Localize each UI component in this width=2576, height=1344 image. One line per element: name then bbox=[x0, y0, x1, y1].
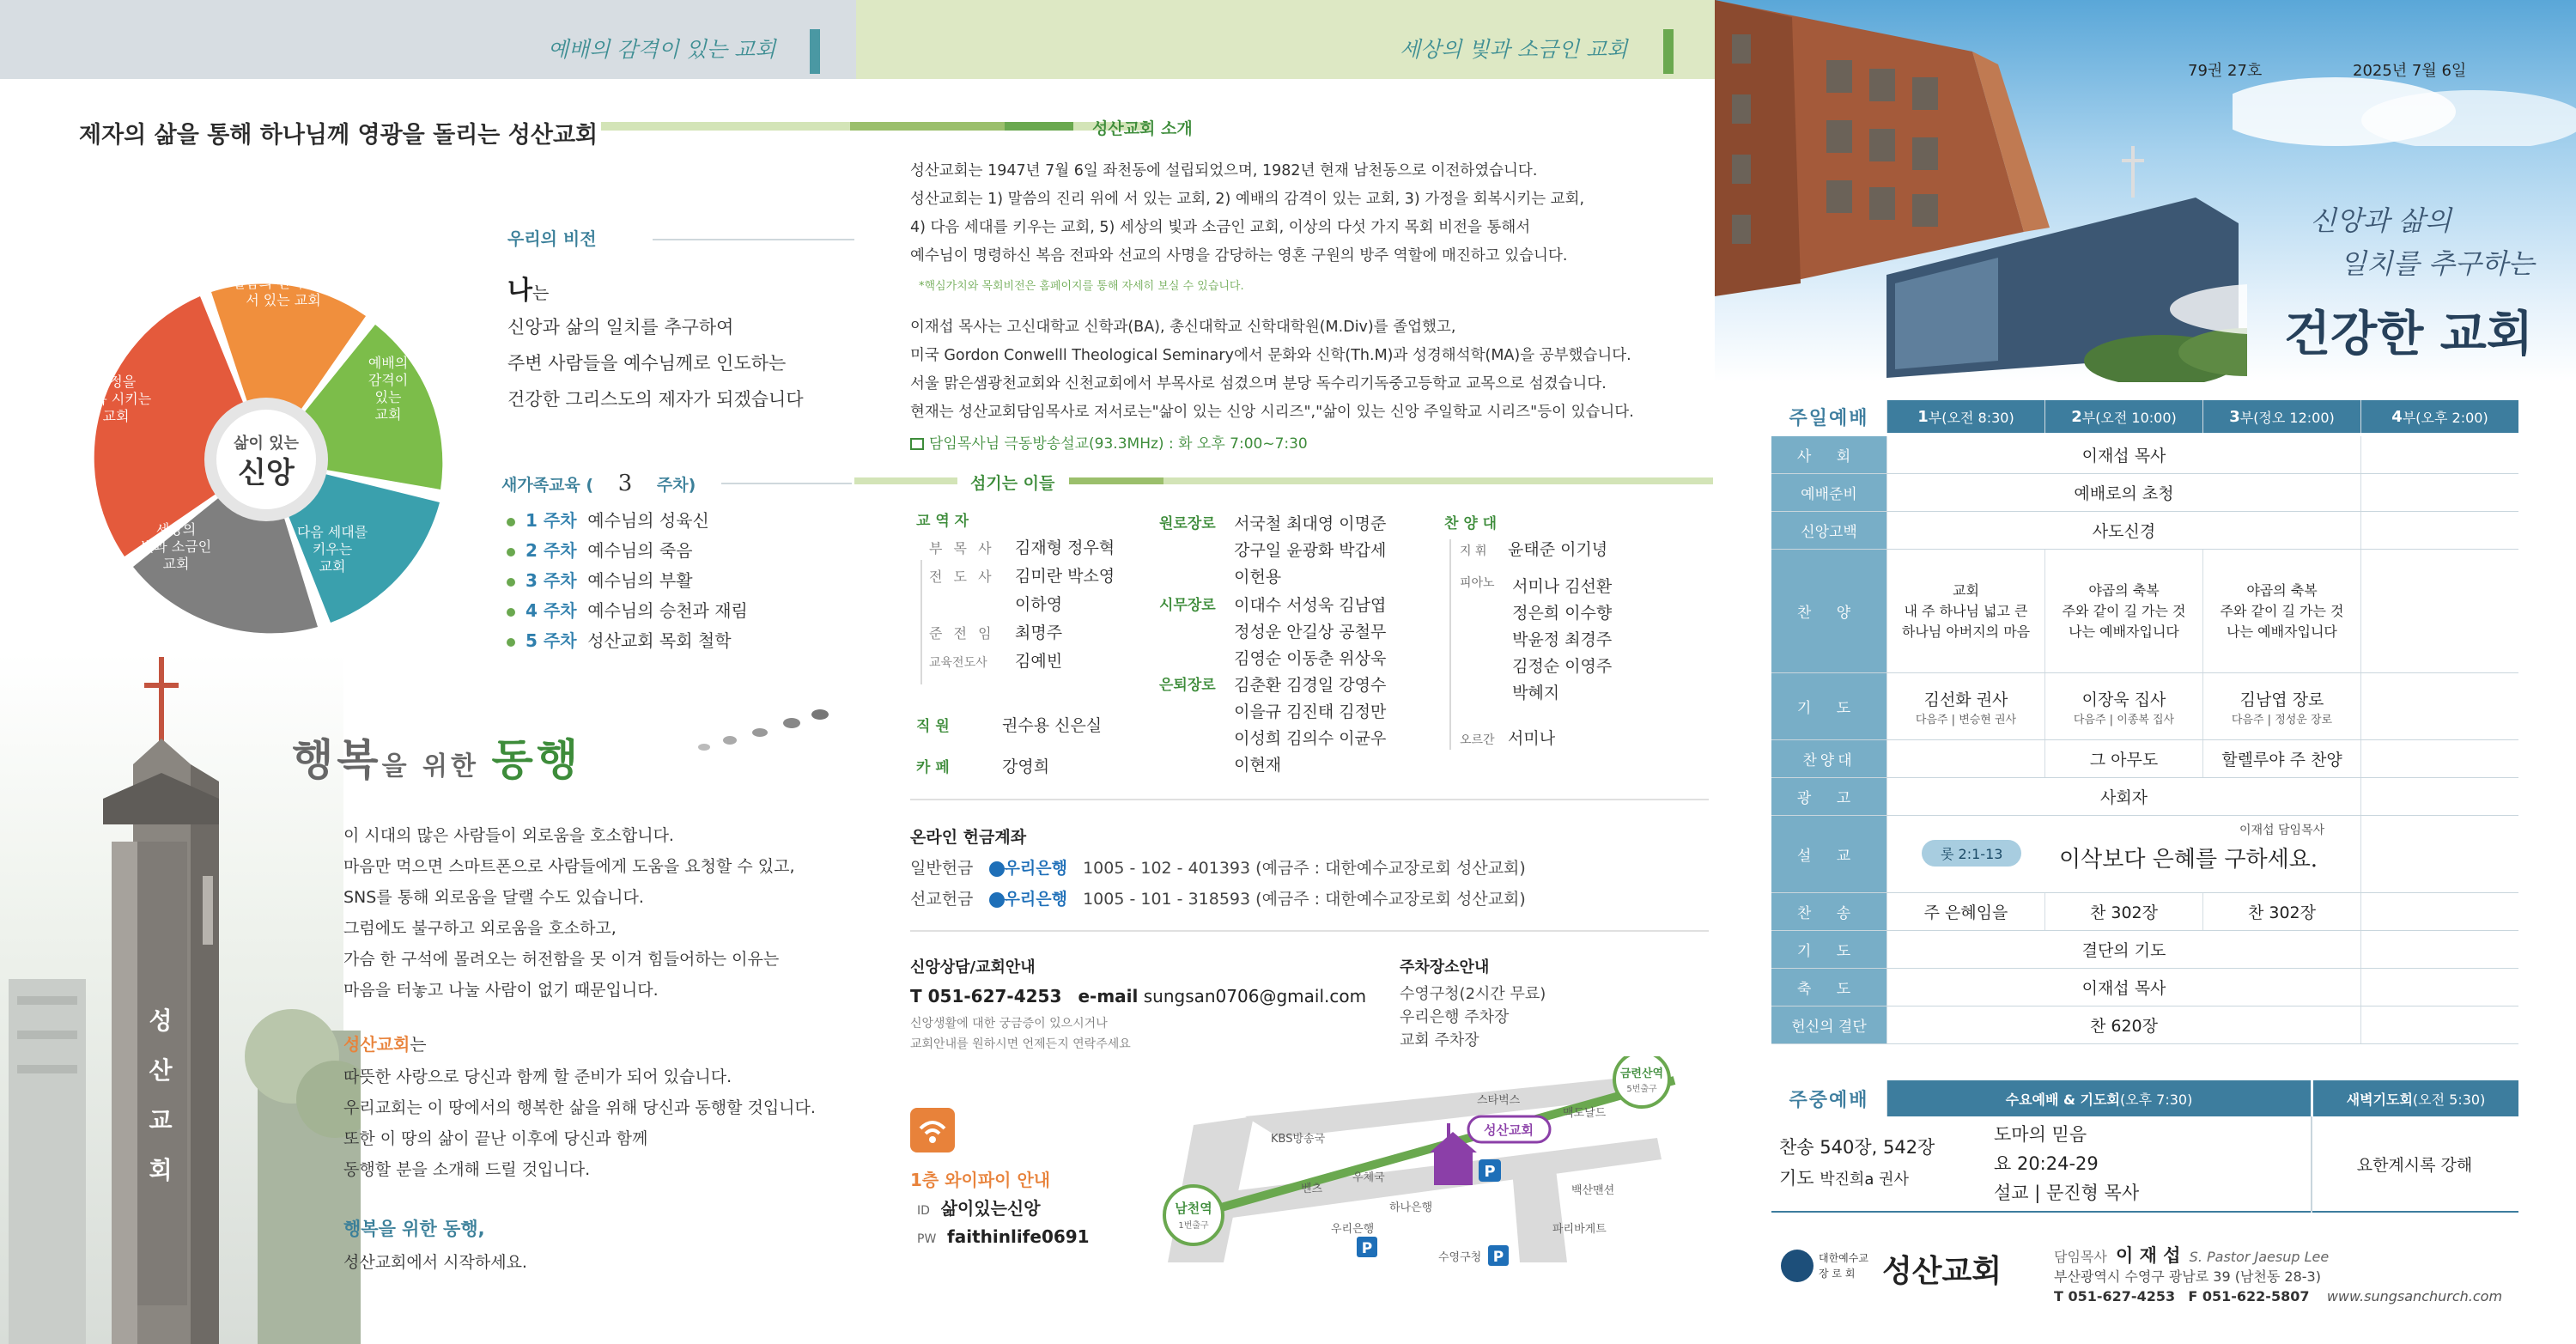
wheel-center-small: 삶이 있는 bbox=[234, 435, 299, 453]
row-hymn: 찬 송 주 은혜임을 찬 302장 찬 302장 bbox=[1771, 893, 2518, 931]
servers-heading: 섬기는 이들 bbox=[970, 474, 1055, 493]
wheel-center-big: 신앙 bbox=[238, 456, 295, 490]
left-banner-bar bbox=[810, 29, 820, 74]
svg-text:수영로: 수영로 bbox=[1321, 1143, 1354, 1164]
right-banner-bar bbox=[1663, 29, 1674, 74]
footer-church-name: 성산교회 bbox=[1882, 1253, 2002, 1289]
clerk-row: 직 원 권수용 신은실 bbox=[916, 716, 1103, 735]
vision-lead: 나는 bbox=[507, 276, 550, 306]
family-item: 5 주차 성산교회 목회 철학 bbox=[507, 627, 748, 657]
svg-text:하나은행: 하나은행 bbox=[1389, 1201, 1433, 1214]
church-building-photo bbox=[1715, 0, 2247, 382]
woori-bank-icon bbox=[989, 861, 1005, 877]
sermon-title: 이삭보다 은혜를 구하세요. bbox=[2059, 847, 2318, 873]
svg-text:남천역: 남천역 bbox=[1175, 1201, 1212, 1216]
svg-text:파리바게트: 파리바게트 bbox=[1552, 1223, 1607, 1236]
wednesday-left: 찬송 540장, 542장 기도 박진희a 권사 bbox=[1779, 1137, 1935, 1189]
servers-stripe bbox=[854, 477, 1713, 488]
svg-text:성산교회: 성산교회 bbox=[1484, 1122, 1534, 1138]
woori-bank-icon bbox=[989, 892, 1005, 908]
family-item: 1 주차 예수님의 성육신 bbox=[507, 507, 748, 537]
cafe-row: 카 페 강영희 bbox=[916, 757, 1050, 776]
svg-text:P: P bbox=[1492, 1249, 1504, 1266]
intro-heading: 성산교회 소개 bbox=[1092, 119, 1193, 138]
elders-honor: 은퇴장로 김춘환 김경일 강영수 이을규 김진태 김정만 이성희 김의수 이균우 이현재 bbox=[1159, 676, 1387, 775]
svg-text:우리은행: 우리은행 bbox=[1331, 1223, 1375, 1236]
broadcast: 담임목사님 극동방송설교(93.3MHz) : 화 오후 7:00~7:30 bbox=[910, 431, 1308, 453]
wifi-credentials: ID 삶이있는신앙 PW faithinlife0691 bbox=[917, 1198, 1090, 1247]
staff-heading: 교 역 자 bbox=[916, 513, 969, 530]
svg-text:스타벅스: 스타벅스 bbox=[1477, 1094, 1521, 1107]
choir-rule bbox=[1449, 539, 1451, 750]
service-3: 3 부(정오 12:00) bbox=[2202, 400, 2360, 433]
worship-header bbox=[1771, 400, 2518, 433]
happiness-paragraph-2: 따뜻한 사랑으로 당신과 함께 할 준비가 되어 있습니다. 우리교회는 이 땅에서의 행복한 삶을 위해 당신과 동행할 것입니다. 또한 이 땅의 삶이 끝난 이후에 당신과 함께 동행할 분을 소개해 드릴 것입니다. bbox=[343, 1067, 816, 1179]
contact-line: T 051-627-4253 e-mail sungsan0706@gmail.com bbox=[910, 986, 1367, 1006]
main-title: 제자의 삶을 통해 하나님께 영광을 돌리는 성산교회 bbox=[79, 122, 598, 149]
footer-denomination: 대한예수교 장 로 회 bbox=[1819, 1252, 1868, 1280]
row-praise: 찬 양 교회 내 주 하나님 넓고 큰 하나님 아버지의 마음 야곱의 축복 주와 같이 길 가는 것 나는 예배자입니다 야곱의 축복 주와 같이 길 가는 것 나는 예배자입니다 bbox=[1771, 550, 2518, 673]
wednesday-heading: 수요예배 & 기도회 (오후 7:30) bbox=[1886, 1080, 2311, 1116]
church-highlight: 성산교회는 bbox=[343, 1034, 427, 1055]
wheel-label-4: 세상의 빛과 소금인 교회 bbox=[140, 521, 212, 572]
closing-text: 성산교회에서 시작하세요. bbox=[343, 1253, 527, 1272]
left-banner-text: 예배의 감격이 있는 교회 bbox=[548, 37, 776, 62]
weekday-header bbox=[1771, 1080, 2518, 1116]
elders-active: 시무장로 이대수 서성욱 김남엽 정성운 안길상 공철무 김영순 이동춘 위상욱 bbox=[1159, 596, 1387, 668]
choir-conductor: 지 휘 윤태준 이기녕 bbox=[1460, 540, 1608, 559]
wheel-label-3: 다음 세대를 키우는 교회 bbox=[296, 524, 368, 575]
station2-marker bbox=[1614, 1056, 1669, 1107]
happiness-title: 행복을 위한 동행 bbox=[292, 734, 582, 785]
row-closing-prayer: 기 도 결단의 기도 bbox=[1771, 931, 2518, 969]
footprints-icon bbox=[687, 704, 833, 756]
title-stripe bbox=[601, 119, 1151, 136]
denomination-logo-icon bbox=[1781, 1250, 1814, 1282]
footer-address: 부산광역시 수영구 광남로 39 (남천동 28-3) bbox=[2054, 1268, 2321, 1285]
row-announcement: 광 고 사회자 bbox=[1771, 778, 2518, 816]
offering-row: 선교헌금 우리은행 1005 - 101 - 318593 (예금주 : 대한예수교장로회 성산교회) bbox=[910, 890, 1526, 909]
wheel-label-2: 예배의 감격이 있는 교회 bbox=[368, 355, 409, 423]
choir-heading: 찬 양 대 bbox=[1444, 515, 1498, 532]
intro-text: 성산교회는 1947년 7월 6일 좌천동에 설립되었으며, 1982년 현재 남천동으로 이전하였습니다. 성산교회는 1) 말씀의 진리 위에 서 있는 교회, 2) 예배의 감격이 있는 교회, 3) 가정을 회복시키는 교회, 4) 다음 세대를 키우는 교회, 5) 세상의 빛과 소금인 교회, 이상의 다섯 가지 목회 비전을 통해서 예수님이 명령하신 복음 전파와 선교의 사명을 감당하는 영혼 구원의 방주 역할에 매진하고 있습니다. bbox=[910, 162, 1585, 265]
dawn-text: 요한계시록 강해 bbox=[2356, 1156, 2473, 1175]
staff-rule bbox=[920, 560, 922, 684]
church-marker-icon bbox=[1434, 1151, 1473, 1185]
vision-divider bbox=[653, 239, 854, 240]
vision-heading: 우리의 비전 bbox=[507, 228, 597, 249]
svg-text:벤츠: 벤츠 bbox=[1301, 1183, 1323, 1195]
svg-text:5번출구: 5번출구 bbox=[1626, 1085, 1657, 1094]
family-item: 2 주차 예수님의 죽음 bbox=[507, 537, 748, 567]
elders-retired: 원로장로 서국철 최대영 이명준 강구일 윤광화 박갑세 이헌용 bbox=[1159, 514, 1387, 587]
svg-text:KBS방송국: KBS방송국 bbox=[1271, 1133, 1326, 1146]
family-heading: 새가족교육 ( 3 주차) bbox=[501, 471, 696, 496]
family-item: 3 주차 예수님의 부활 bbox=[507, 567, 748, 597]
family-list bbox=[507, 507, 748, 657]
weekday-title: 주중예배 bbox=[1789, 1089, 1869, 1111]
svg-text:백산맨션: 백산맨션 bbox=[1571, 1184, 1615, 1197]
svg-text:금련산역: 금련산역 bbox=[1619, 1067, 1664, 1080]
intro-note: *핵심가치와 목회비전은 홈페이지를 통해 자세히 보실 수 있습니다. bbox=[919, 280, 1244, 293]
issue-date: 2025년 7월 6일 bbox=[2353, 62, 2467, 80]
tower-sign: 성 산 교 회 bbox=[149, 1006, 173, 1184]
issue-number: 79권 27호 bbox=[2188, 62, 2263, 80]
vision-wheel bbox=[64, 258, 468, 661]
row-preparation: 예배준비 예배로의 초청 bbox=[1771, 474, 2518, 512]
offering-heading: 온라인 헌금계좌 bbox=[910, 828, 1027, 847]
pastor-bio: 이재섭 목사는 고신대학교 신학과(BA), 총신대학교 신학대학원(M.Div)를 졸업했고, 미국 Gordon Conwelll Theological Seminary에서 문화와 신학(Th.M)과 성경해석학(MA)을 공부했습니다. 서울 맑은샘광천교회와 신천교회에서 부목사로 섬겼으며 분당 독수리기독중고등학교 교목으로 섬겼습니다. 현재는 성산교회담임목사로 저서로는"삶이 있는 신앙 시리즈","삶이 있는 신앙 주일학교 시리즈"등이 있습니다. bbox=[910, 319, 1634, 421]
slogan-line-1: 신앙과 삶의 bbox=[2310, 204, 2451, 237]
slogan-line-2: 일치를 추구하는 bbox=[2340, 247, 2535, 280]
staff-list: 부 목 사 김재형 정우혁 전 도 사 김미란 박소영 이하영 준 전 임 최명주 교육전도사 김예빈 bbox=[929, 538, 1115, 671]
family-divider bbox=[721, 483, 852, 484]
row-choir: 찬양대 그 아무도 할렐루야 주 찬양 bbox=[1771, 740, 2518, 778]
svg-text:수영구청: 수영구청 bbox=[1438, 1251, 1482, 1264]
wheel-label-1: 말씀의 진리 위에 서 있는 교회 bbox=[232, 275, 335, 308]
location-map bbox=[1142, 1056, 1692, 1271]
contact-heading: 신앙상담/교회안내 bbox=[910, 958, 1036, 976]
svg-text:1번출구: 1번출구 bbox=[1178, 1221, 1209, 1231]
offering-rows bbox=[910, 853, 1526, 915]
contact-divider bbox=[910, 930, 1709, 932]
sermon-reference: 롯 2:1-13 bbox=[1922, 840, 2021, 867]
worship-title: 주일예배 bbox=[1771, 400, 1886, 433]
right-banner-text: 세상의 빛과 소금인 교회 bbox=[1400, 37, 1628, 62]
dawn-heading: 새벽기도회 (오전 5:30) bbox=[2311, 1080, 2518, 1116]
choir-organ: 오르간 서미나 bbox=[1460, 729, 1556, 748]
sermon-speaker: 이재섭 담임목사 bbox=[2239, 824, 2325, 837]
svg-text:P: P bbox=[1484, 1163, 1496, 1181]
footer-contacts: T 051-627-4253 F 051-622-5807 www.sungsanchurch.com bbox=[2054, 1288, 2503, 1304]
row-benediction: 축 도 이재섭 목사 bbox=[1771, 969, 2518, 1006]
contact-note: 신앙생활에 대한 궁금증이 있으시거나 교회안내를 원하시면 언제든지 연락주세요 bbox=[910, 1017, 1131, 1051]
row-presider: 사 회 이재섭 목사 bbox=[1771, 436, 2518, 474]
vision-lines: 신앙과 삶의 일치를 추구하여 주변 사람들을 예수님께로 인도하는 건강한 그리스도의 제자가 되겠습니다 bbox=[507, 317, 804, 410]
svg-text:우체국: 우체국 bbox=[1352, 1171, 1385, 1184]
row-creed: 신앙고백 사도신경 bbox=[1771, 512, 2518, 550]
closing-green: 행복을 위한 동행, bbox=[343, 1219, 485, 1239]
parking-heading: 주차장소안내 bbox=[1400, 958, 1490, 976]
svg-text:P: P bbox=[1361, 1240, 1373, 1257]
clouds bbox=[2233, 17, 2576, 146]
happiness-paragraph-1: 이 시대의 많은 사람들이 외로움을 호소합니다. 마음만 먹으면 스마트폰으로 사람들에게 도움을 요청할 수 있고, SNS를 통해 외로움을 달랠 수도 있습니다. 그럼에도 불구하고 외로움을 호소하고, 가슴 한 구석에 몰려오는 허전함을 못 이겨 힘들어하는 이유는 마음을 터놓고 나눌 사람이 없기 때문입니다. bbox=[343, 826, 795, 1000]
row-sermon: 설 교 롯 2:1-13 이삭보다 은혜를 구하세요. 이재섭 담임목사 bbox=[1771, 816, 2518, 893]
choir-piano: 피아노 서미나 김선환 정은희 이수향 박윤정 최경주 김정순 이영주 박혜지 bbox=[1460, 576, 1613, 702]
family-item: 4 주차 예수님의 승천과 재림 bbox=[507, 597, 748, 627]
wifi-icon bbox=[910, 1108, 955, 1152]
radio-icon bbox=[910, 438, 924, 450]
wednesday-right: 도마의 믿음 요 20:24-29 설교 | 문진형 목사 bbox=[1994, 1124, 2140, 1203]
row-prayer: 기 도 김선화 권사 다음주 | 변승현 권사 이장욱 집사 다음주 | 이종복 집사 김남엽 장로 다음주 | 정성운 장로 bbox=[1771, 673, 2518, 740]
service-2: 2 부(오전 10:00) bbox=[2044, 400, 2202, 433]
footer-pastor: 담임목사 이 재 섭 S. Pastor Jaesup Lee bbox=[2054, 1245, 2330, 1266]
wheel-label-5: 가정을 회복 시키는 교회 bbox=[80, 374, 152, 424]
row-dedication: 헌신의 결단 찬 620장 bbox=[1771, 1006, 2518, 1044]
wifi-heading: 1층 와이파이 안내 bbox=[910, 1170, 1051, 1190]
slogan-line-3: 건강한 교회 bbox=[2284, 306, 2533, 362]
service-1: 1 부(오전 8:30) bbox=[1886, 400, 2044, 433]
offering-divider bbox=[910, 799, 1709, 800]
offering-row: 일반헌금 우리은행 1005 - 102 - 401393 (예금주 : 대한예수교장로회 성산교회) bbox=[910, 859, 1526, 878]
service-4: 4 부(오후 2:00) bbox=[2360, 400, 2518, 433]
svg-text:맥도날드: 맥도날드 bbox=[1563, 1107, 1607, 1120]
parking-lines: 수영구청(2시간 무료) 우리은행 주차장 교회 주차장 bbox=[1400, 985, 1546, 1049]
